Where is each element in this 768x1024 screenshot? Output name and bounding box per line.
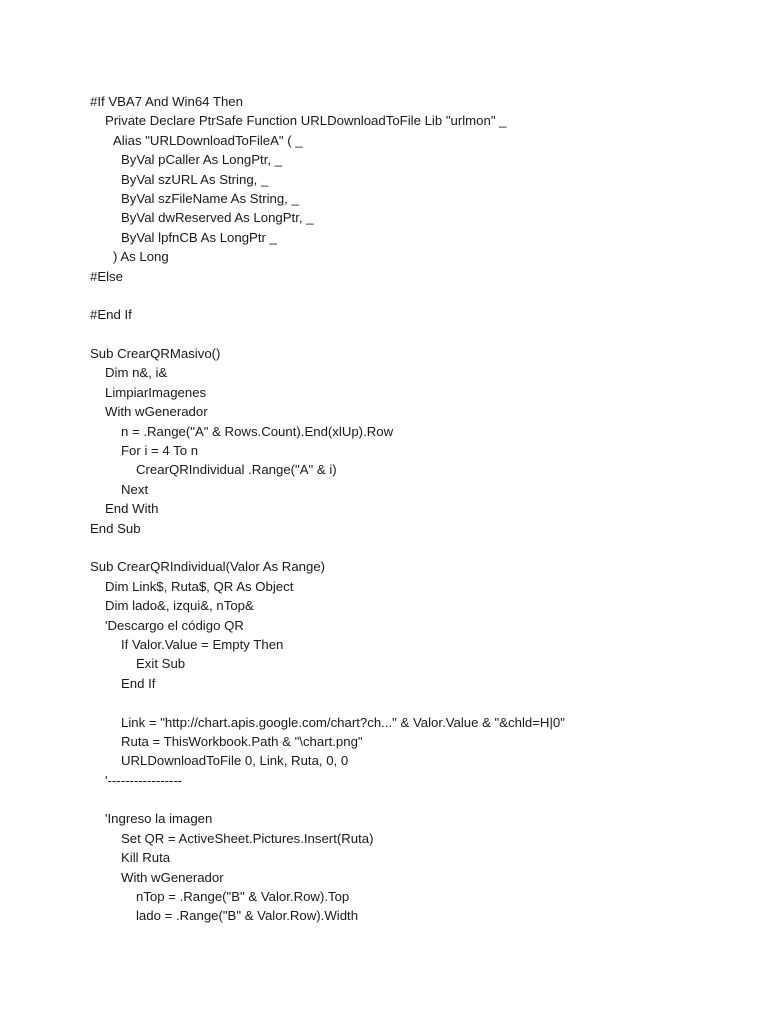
code-line: Dim Link$, Ruta$, QR As Object	[105, 578, 294, 594]
code-line: End Sub	[90, 520, 141, 536]
code-line: nTop = .Range("B" & Valor.Row).Top	[136, 889, 350, 905]
code-line: Kill Ruta	[121, 850, 171, 866]
blank-line	[90, 325, 730, 344]
blank-line	[90, 790, 730, 809]
code-line: Ruta = ThisWorkbook.Path & "\chart.png"	[121, 733, 363, 749]
code-line: n = .Range("A" & Rows.Count).End(xlUp).Row	[121, 423, 394, 439]
code-line: Exit Sub	[136, 656, 186, 672]
code-line: ) As Long	[113, 249, 169, 265]
blank-line	[90, 538, 730, 557]
blank-line	[90, 286, 730, 305]
code-line: Next	[121, 481, 149, 497]
code-line: CrearQRIndividual .Range("A" & i)	[136, 462, 337, 478]
code-line: If Valor.Value = Empty Then	[121, 636, 284, 652]
code-line: For i = 4 To n	[121, 443, 199, 459]
code-line: With wGenerador	[105, 404, 208, 420]
code-line: ByVal pCaller As LongPtr, _	[121, 152, 283, 168]
code-line: Sub CrearQRMasivo()	[90, 346, 221, 362]
code-line: Link = "http://chart.apis.google.com/chart?ch..." & Valor.Value & "&chld=H|0"	[121, 714, 565, 730]
code-line: Dim n&, i&	[105, 365, 168, 381]
vba-code-block	[90, 92, 730, 926]
code-line: ByVal szURL As String, _	[121, 171, 269, 187]
code-line: #If VBA7 And Win64 Then	[90, 94, 243, 109]
code-line: With wGenerador	[121, 869, 224, 885]
code-line: Set QR = ActiveSheet.Pictures.Insert(Ruta)	[121, 830, 374, 846]
code-line: End If	[121, 675, 156, 691]
code-line: '-----------------	[105, 772, 183, 788]
code-line: End With	[105, 501, 159, 517]
code-line: URLDownloadToFile 0, Link, Ruta, 0, 0	[121, 753, 349, 769]
code-line: lado = .Range("B" & Valor.Row).Width	[136, 908, 359, 924]
code-line: 'Descargo el código QR	[105, 617, 244, 633]
code-line: Alias "URLDownloadToFileA" ( _	[113, 132, 303, 148]
code-line: #Else	[90, 268, 123, 284]
code-line: #End If	[90, 307, 132, 323]
code-line: ByVal lpfnCB As LongPtr _	[121, 229, 277, 245]
code-line: 'Ingreso la imagen	[105, 811, 213, 827]
code-line: Sub CrearQRIndividual(Valor As Range)	[90, 559, 326, 575]
code-line: ByVal szFileName As String, _	[121, 190, 299, 206]
code-line: LimpiarImagenes	[105, 384, 207, 400]
code-line: Private Declare PtrSafe Function URLDownloadToFile Lib "urlmon" _	[105, 113, 507, 129]
code-line: Dim lado&, izqui&, nTop&	[105, 598, 254, 614]
blank-line	[90, 693, 730, 712]
code-line: ByVal dwReserved As LongPtr, _	[121, 210, 314, 226]
